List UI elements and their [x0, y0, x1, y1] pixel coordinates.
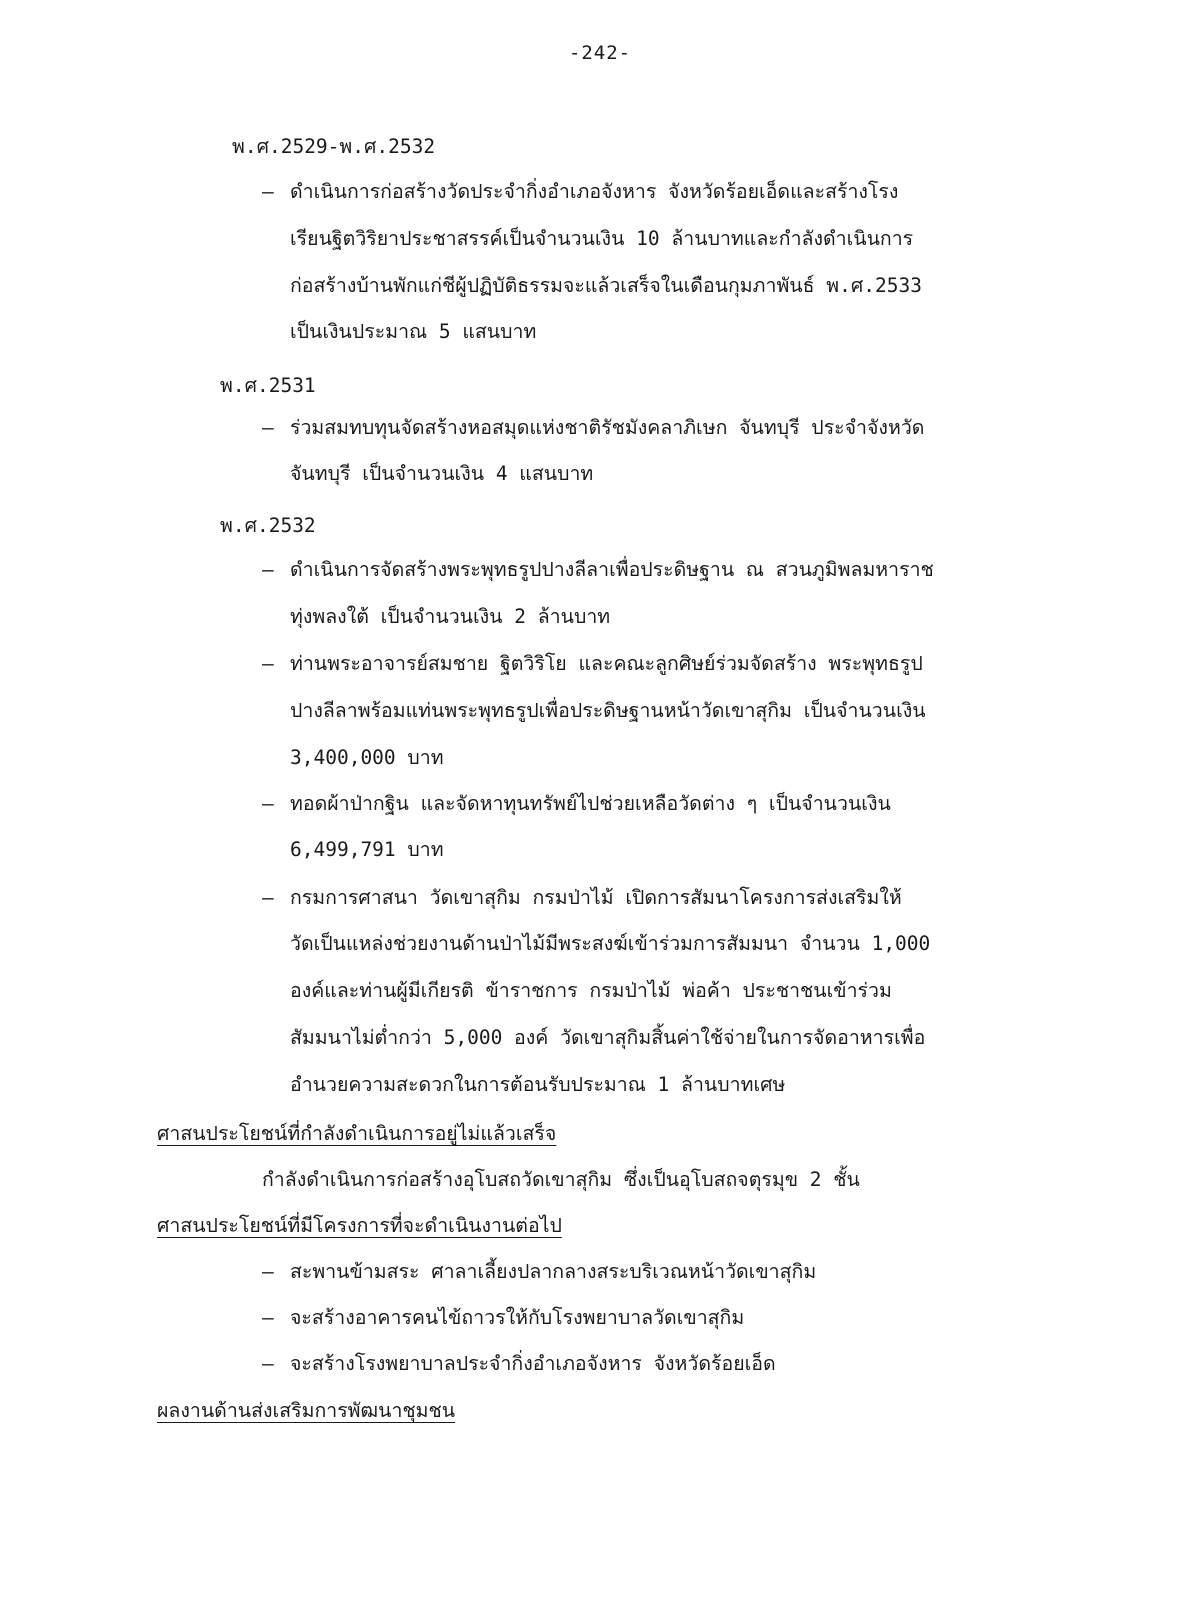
list-item: [262, 1304, 744, 1334]
list-item-continuation: 6,499,791 บาท: [290, 838, 444, 861]
list-item: [262, 1350, 776, 1380]
bullet-dash: –: [262, 180, 274, 203]
section-heading-ongoing: ศาสนประโยชน์ที่กำลังดำเนินการอยู่ไม่แล้วเสร็จ: [157, 1122, 557, 1145]
list-item-continuation: อำนวยความสะดวกในการต้อนรับประมาณ 1 ล้านบาทเศษ: [290, 1073, 786, 1096]
list-item-continuation: สัมมนาไม่ต่ำกว่า 5,000 องค์ วัดเขาสุกิมสิ้นค่าใช้จ่ายในการจัดอาหารเพื่อ: [290, 1026, 926, 1049]
bullet-dash: –: [262, 416, 274, 439]
list-item-continuation: องค์และท่านผู้มีเกียรติ ข้าราชการ กรมป่าไม้ พ่อค้า ประชาชนเข้าร่วม: [290, 979, 892, 1002]
list-item-continuation: ปางลีลาพร้อมแท่นพระพุทธรูปเพื่อประดิษฐานหน้าวัดเขาสุกิม เป็นจำนวนเงิน: [290, 699, 926, 722]
section-heading-planned: ศาสนประโยชน์ที่มีโครงการที่จะดำเนินงานต่อไป: [157, 1214, 562, 1237]
list-item-text: จะสร้างอาคารคนไข้ถาวรให้กับโรงพยาบาลวัดเขาสุกิม: [290, 1306, 745, 1329]
bullet-dash: –: [262, 652, 274, 675]
list-item-text: กรมการศาสนา วัดเขาสุกิม กรมป่าไม้ เปิดการสัมนาโครงการส่งเสริมให้: [290, 886, 902, 909]
list-item-text: จะสร้างโรงพยาบาลประจำกิ่งอำเภอจังหาร จังหวัดร้อยเอ็ด: [290, 1352, 776, 1375]
list-item-text: ดำเนินการก่อสร้างวัดประจำกิ่งอำเภอจังหาร จังหวัดร้อยเอ็ดและสร้างโรง: [290, 180, 899, 203]
bullet-dash: –: [262, 886, 274, 909]
list-item: [262, 884, 902, 914]
list-item-text: ร่วมสมทบทุนจัดสร้างหอสมุดแห่งชาติรัชมังคลาภิเษก จันทบุรี ประจำจังหวัด: [290, 416, 925, 439]
list-item: [262, 414, 924, 444]
list-item: [262, 790, 891, 820]
ongoing-text: กำลังดำเนินการก่อสร้างอุโบสถวัดเขาสุกิม ซึ่งเป็นอุโบสถจตุรมุข 2 ชั้น: [262, 1168, 860, 1191]
list-item-text: ท่านพระอาจารย์สมชาย ฐิตวิริโย และคณะลูกศิษย์ร่วมจัดสร้าง พระพุทธรูป: [290, 652, 923, 675]
year-label-2529-2532: พ.ศ.2529-พ.ศ.2532: [232, 135, 436, 158]
list-item-continuation: เป็นเงินประมาณ 5 แสนบาท: [290, 320, 537, 343]
bullet-dash: –: [262, 1306, 274, 1329]
list-item-continuation: เรียนฐิตวิริยาประชาสรรค์เป็นจำนวนเงิน 10 ล้านบาทและกำลังดำเนินการ: [290, 227, 914, 250]
list-item-text: ทอดผ้าป่ากฐิน และจัดหาทุนทรัพย์ไปช่วยเหลือวัดต่าง ๆ เป็นจำนวนเงิน: [290, 792, 891, 815]
list-item-continuation: ก่อสร้างบ้านพักแก่ชีผู้ปฏิบัติธรรมจะแล้วเสร็จในเดือนกุมภาพันธ์ พ.ศ.2533: [290, 274, 922, 297]
list-item: [262, 1258, 816, 1288]
year-label-2532: พ.ศ.2532: [220, 514, 316, 537]
list-item-continuation: วัดเป็นแหล่งช่วยงานด้านป่าไม้มีพระสงฆ์เข้าร่วมการสัมมนา จำนวน 1,000: [290, 932, 931, 955]
list-item-continuation: 3,400,000 บาท: [290, 746, 444, 769]
bullet-dash: –: [262, 1260, 274, 1283]
list-item: [262, 556, 934, 586]
list-item: [262, 178, 898, 208]
year-label-2531: พ.ศ.2531: [220, 374, 316, 397]
list-item-text: สะพานข้ามสระ ศาลาเลี้ยงปลากลางสระบริเวณหน้าวัดเขาสุกิม: [290, 1260, 817, 1283]
list-item-continuation: จันทบุรี เป็นจำนวนเงิน 4 แสนบาท: [290, 462, 594, 485]
bullet-dash: –: [262, 558, 274, 581]
list-item: [262, 650, 923, 680]
bullet-dash: –: [262, 792, 274, 815]
list-item-text: ดำเนินการจัดสร้างพระพุทธรูปปางลีลาเพื่อประดิษฐาน ณ สวนภูมิพลมหาราช: [290, 558, 934, 581]
page-number: -242-: [568, 42, 632, 64]
bullet-dash: –: [262, 1352, 274, 1375]
section-heading-community: ผลงานด้านส่งเสริมการพัฒนาชุมชน: [157, 1399, 456, 1422]
list-item-continuation: ทุ่งพลงใต้ เป็นจำนวนเงิน 2 ล้านบาท: [290, 605, 611, 628]
